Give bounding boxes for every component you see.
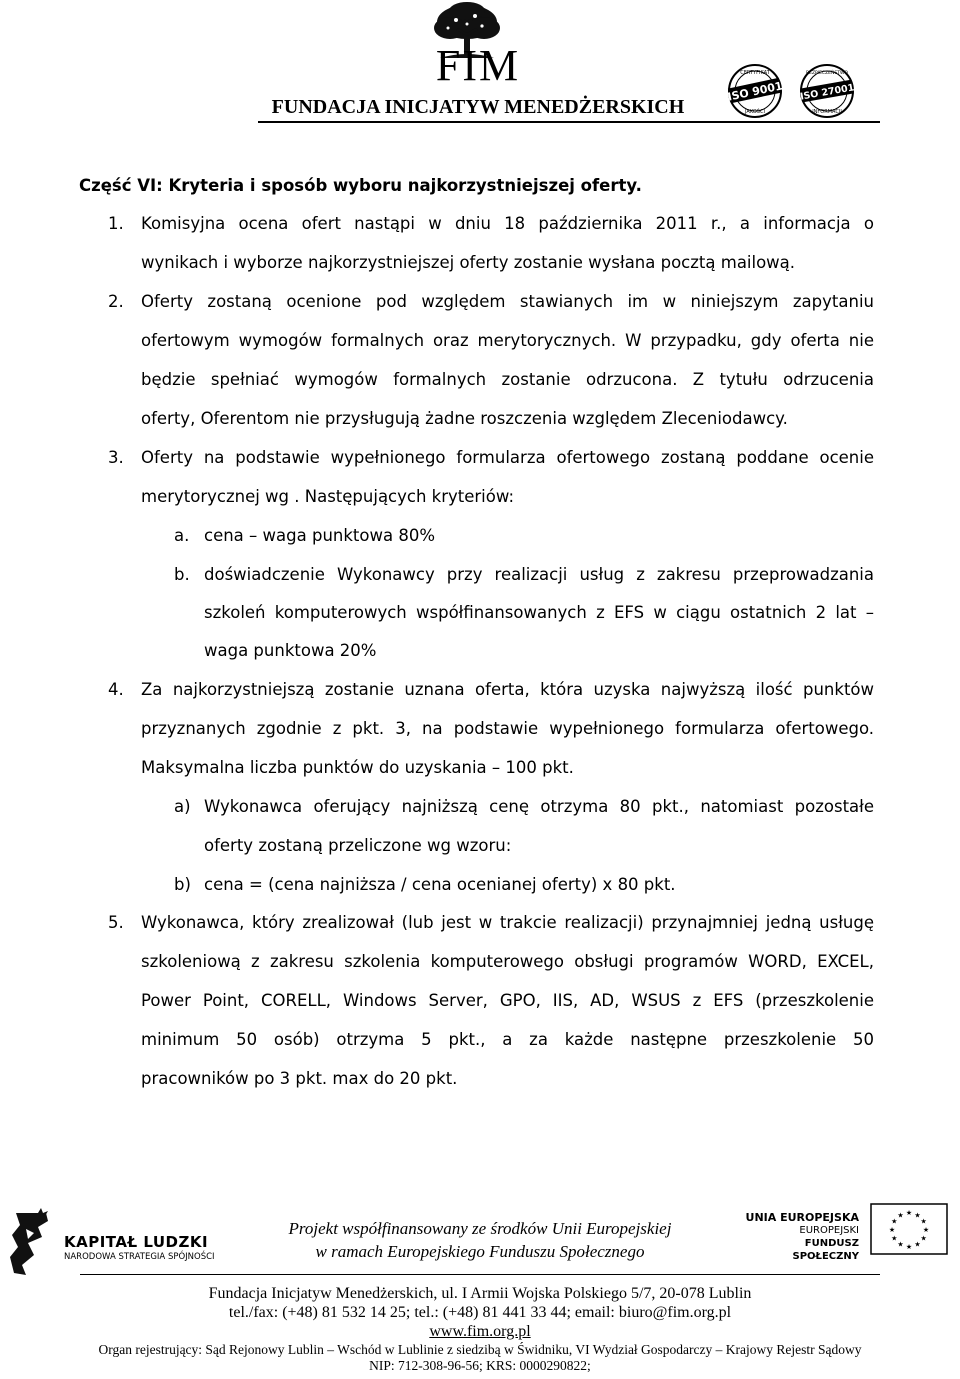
subitem-line: oferty zostaną przeliczone wg wzoru:: [204, 836, 512, 855]
page-header: [0, 0, 960, 125]
item-2-line: oferty, Oferentom nie przysługują żadne roszczenia względem Zleceniodawcy.: [141, 409, 788, 428]
footer-registry: Organ rejestrujący: Sąd Rejonowy Lublin – Wschód w Lublinie z siedzibą w Świdniku, VI Wydział Gospodarczy – Krajowy Rejestr Sądowy: [98, 1342, 862, 1357]
section-heading: Część VI: Kryteria i sposób wyboru najkorzystniejszej oferty.: [79, 176, 642, 195]
svg-text:★: ★: [888, 1226, 896, 1234]
eu-flag-icon: [870, 1203, 948, 1255]
item-2-line: będzie spełniać wymogów formalnych zostanie odrzucona. Z tytułu odrzucenia: [141, 370, 874, 389]
svg-text:★: ★: [897, 1240, 904, 1249]
kl-subtitle: NARODOWA STRATEGIA SPÓJNOŚCI: [64, 1252, 215, 1262]
item-4-line: przyznanych zgodnie z pkt. 3, na podstawie wypełnionego formularza ofertowego.: [141, 719, 874, 738]
foundation-name: FUNDACJA INICJATYW MENEDŻERSKICH: [271, 96, 685, 118]
subitem-line: Wykonawca oferujący najniższą cenę otrzyma 80 pkt., natomiast pozostałe: [204, 797, 874, 816]
subitem-label: a): [174, 797, 191, 816]
subitem-label: b): [174, 875, 191, 894]
item-5-line: minimum 50 osób) otrzyma 5 pkt., a za każde następne przeszkolenie 50: [141, 1030, 874, 1049]
item-5-line: szkoleniową z zakresu szkolenia komputerowego obsługi programów WORD, EXCEL,: [141, 952, 874, 971]
eu-line: FUNDUSZ SPOŁECZNY: [792, 1238, 859, 1262]
project-note: [250, 1217, 710, 1263]
iso-9001-badge-icon: [723, 62, 787, 120]
svg-text:★: ★: [905, 1243, 913, 1251]
subitem-line: cena = (cena najniższa / cena ocenianej oferty) x 80 pkt.: [204, 875, 676, 894]
svg-text:BEZPIECZEŃSTWO: BEZPIECZEŃSTWO: [806, 71, 848, 76]
eu-line: EUROPEJSKI: [799, 1225, 859, 1236]
item-number: 5.: [108, 913, 124, 932]
footer-ids: NIP: 712-308-96-56; KRS: 0000290822;: [369, 1358, 591, 1373]
svg-text:★: ★: [920, 1234, 927, 1243]
footer-divider: [80, 1274, 880, 1275]
fim-logo-word: FIM: [435, 41, 521, 90]
item-3-line: Oferty na podstawie wypełnionego formularza ofertowego zostaną poddane ocenie: [141, 448, 874, 467]
svg-text:★: ★: [920, 1217, 927, 1226]
kl-title: KAPITAŁ LUDZKI: [64, 1233, 209, 1251]
item-4-line: Maksymalna liczba punktów do uzyskania – 100 pkt.: [141, 758, 574, 777]
item-number: 3.: [108, 448, 124, 467]
svg-text:INFORMACJI: INFORMACJI: [812, 109, 842, 115]
subitem-line: doświadczenie Wykonawcy przy realizacji usług z zakresu przeprowadzania: [204, 565, 874, 584]
svg-text:ISO 9001: ISO 9001: [726, 79, 784, 104]
item-number: 4.: [108, 680, 124, 699]
kapital-ludzki-logo-icon: [8, 1207, 54, 1279]
eu-line: UNIA EUROPEJSKA: [745, 1211, 859, 1224]
subitem-line: waga punktowa 20%: [204, 641, 377, 660]
item-2-line: ofertowym wymogów formalnych oraz merytorycznych. W przypadku, gdy oferta nie: [141, 331, 874, 350]
eu-fund-text: [744, 1211, 859, 1263]
item-2-line: Oferty zostaną ocenione pod względem stawianych im w niniejszym zapytaniu: [141, 292, 874, 311]
item-5-line: pracowników po 3 pkt. max do 20 pkt.: [141, 1069, 458, 1088]
svg-text:JAKOŚCI: JAKOŚCI: [745, 109, 765, 115]
svg-text:★: ★: [914, 1211, 921, 1220]
iso-27001-badge-icon: [795, 62, 859, 120]
header-divider: [258, 121, 880, 123]
item-5-line: Wykonawca, który zrealizował (lub jest w trakcie realizacji) przynajmniej jedną usługę: [141, 913, 874, 932]
subitem-label: a.: [174, 526, 190, 545]
item-number: 1.: [108, 214, 124, 233]
item-3-line: merytorycznej wg . Następujących kryteriów:: [141, 487, 515, 506]
svg-text:★: ★: [897, 1211, 904, 1220]
project-line: w ramach Europejskiego Funduszu Społecznego: [315, 1242, 645, 1261]
footer-address: Fundacja Inicjatyw Menedżerskich, ul. I Armii Wojska Polskiego 5/7, 20-078 Lublin: [208, 1285, 752, 1302]
project-line: Projekt współfinansowany ze środków Unii Europejskiej: [288, 1219, 672, 1238]
item-5-line: Power Point, CORELL, Windows Server, GPO, IIS, AD, WSUS z EFS (przeszkolenie: [141, 991, 874, 1010]
svg-text:★: ★: [891, 1234, 898, 1243]
svg-text:CERTYFIKAT: CERTYFIKAT: [740, 70, 770, 76]
subitem-label: b.: [174, 565, 190, 584]
footer-website-link[interactable]: www.fim.org.pl: [429, 1323, 531, 1340]
subitem-line: cena – waga punktowa 80%: [204, 526, 435, 545]
svg-text:★: ★: [905, 1209, 913, 1217]
svg-text:★: ★: [914, 1240, 921, 1249]
subitem-line: szkoleń komputerowych współfinansowanych z EFS w ciągu ostatnich 2 lat –: [204, 603, 874, 622]
svg-text:★: ★: [922, 1226, 930, 1234]
item-1-line: wynikach i wyborze najkorzystniejszej oferty zostanie wysłana pocztą mailową.: [141, 253, 796, 272]
item-1-line: Komisyjna ocena ofert nastąpi w dniu 18 października 2011 r., a informacja o: [141, 214, 874, 233]
svg-text:ISO 27001: ISO 27001: [799, 82, 856, 103]
footer-contact: tel./fax: (+48) 81 532 14 25; tel.: (+48) 81 441 33 44; email: biuro@fim.org.pl: [228, 1304, 732, 1321]
item-number: 2.: [108, 292, 124, 311]
svg-text:★: ★: [891, 1217, 898, 1226]
item-4-line: Za najkorzystniejszą zostanie uznana oferta, która uzyska najwyższą ilość punktów: [141, 680, 874, 699]
page-footer: [0, 1195, 960, 1379]
